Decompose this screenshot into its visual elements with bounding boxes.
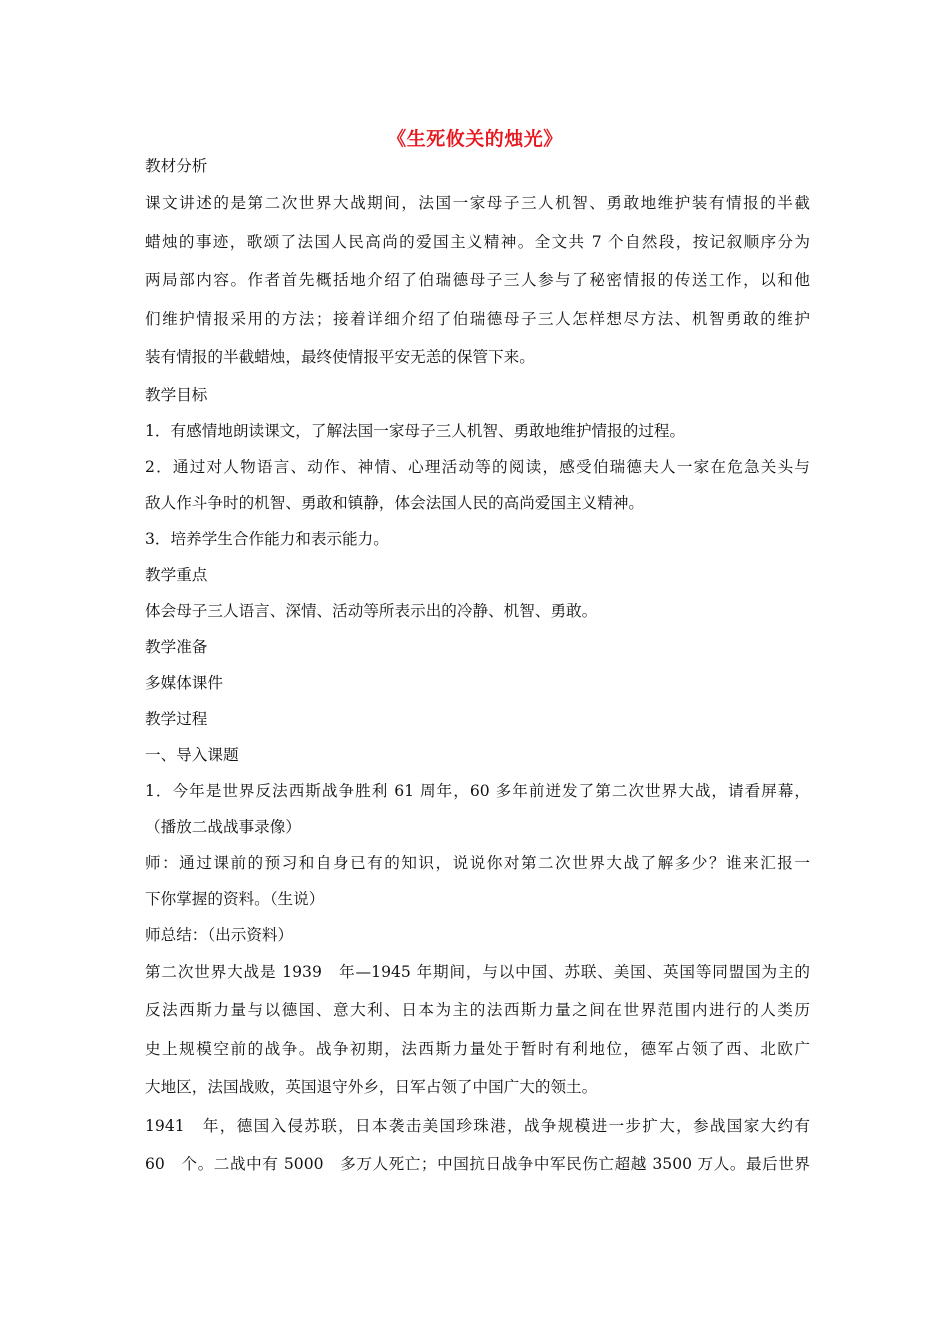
- text-line: 师总结：（出示资料）: [145, 925, 294, 944]
- text-line: 们维护情报采用的方法；接着详细介绍了伯瑞德母子三人怎样想尽方法、机智勇敢的维护: [145, 309, 810, 328]
- text-line: 大地区，法国战败，英国退守外乡，日军占领了中国广大的领土。: [145, 1078, 598, 1096]
- text-line: 一、导入课题: [145, 745, 239, 764]
- text-line: 下你掌握的资料。（生说）: [145, 889, 325, 908]
- text-line: 60 个。二战中有 5000 多万人死亡；中国抗日战争中军民伤亡超越 3500 万人。最后世界: [145, 1155, 810, 1173]
- text-line: 教材分析: [145, 157, 208, 175]
- text-line: （播放二战战事录像）: [145, 817, 301, 836]
- text-line: 体会母子三人语言、深情、活动等所表示出的冷静、机智、勇敢。: [145, 601, 598, 620]
- text-line: 1．有感情地朗读课文，了解法国一家母子三人机智、勇敢地维护情报的过程。: [145, 421, 686, 440]
- text-line: 装有情报的半截蜡烛，最终使情报平安无恙的保管下来。: [145, 348, 535, 366]
- document-title: 《生死攸关的烛光》: [387, 128, 563, 150]
- text-line: 多媒体课件: [145, 673, 223, 692]
- text-line: 史上规模空前的战争。战争初期，法西斯力量处于暂时有利地位，德军占领了西、北欧广: [145, 1039, 810, 1058]
- text-line: 第二次世界大战是 1939 年—1945 年期间，与以中国、苏联、美国、英国等同盟国为主的: [145, 962, 810, 981]
- text-line: 师：通过课前的预习和自身已有的知识，说说你对第二次世界大战了解多少？谁来汇报一: [145, 853, 810, 872]
- text-line: 3．培养学生合作能力和表示能力。: [145, 529, 389, 548]
- text-line: 教学重点: [145, 565, 208, 584]
- text-line: 两局部内容。作者首先概括地介绍了伯瑞德母子三人参与了秘密情报的传送工作，以和他: [145, 271, 810, 289]
- text-line: 2．通过对人物语言、动作、神情、心理活动等的阅读，感受伯瑞德夫人一家在危急关头与: [145, 457, 810, 476]
- text-line: 1941 年，德国入侵苏联，日本袭击美国珍珠港，战争规模进一步扩大，参战国家大约有: [145, 1116, 810, 1135]
- text-line: 敌人作斗争时的机智、勇敢和镇静，体会法国人民的高尚爱国主义精神。: [145, 493, 645, 512]
- text-line: 教学过程: [145, 709, 208, 728]
- text-line: 蜡烛的事迹，歌颂了法国人民高尚的爱国主义精神。全文共 7 个自然段，按记叙顺序分为: [145, 232, 810, 251]
- text-line: 教学准备: [145, 637, 208, 656]
- document-body: [145, 148, 810, 1184]
- text-line: 教学目标: [145, 385, 208, 404]
- text-line: 1．今年是世界反法西斯战争胜利 61 周年，60 多年前迸发了第二次世界大战，请看屏幕，: [145, 781, 810, 800]
- text-line: 课文讲述的是第二次世界大战期间，法国一家母子三人机智、勇敢地维护装有情报的半截: [145, 194, 810, 212]
- text-line: 反法西斯力量与以德国、意大利、日本为主的法西斯力量之间在世界范围内进行的人类历: [145, 1001, 810, 1019]
